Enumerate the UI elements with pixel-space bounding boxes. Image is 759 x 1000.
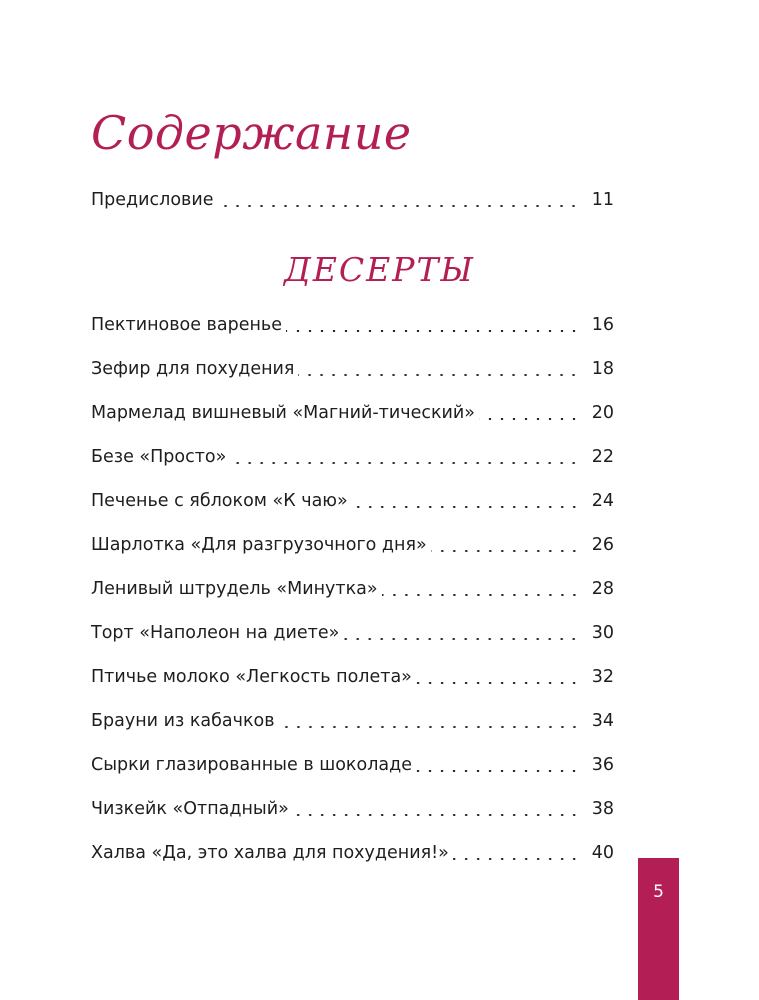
toc-entry-page: 28	[591, 579, 614, 599]
toc-entry[interactable]	[91, 747, 614, 777]
toc-entry-label: Зефир для похудения	[91, 359, 295, 379]
toc-entry[interactable]	[91, 703, 614, 733]
toc-entry[interactable]	[91, 395, 614, 425]
page-number: 5	[653, 882, 664, 902]
toc-dot-leader	[416, 682, 580, 684]
toc-entry-page: 38	[591, 799, 614, 819]
toc-dot-leader	[298, 374, 580, 376]
toc-entry-label: Безе «Просто»	[91, 447, 227, 467]
toc-dot-leader	[479, 418, 580, 420]
toc-entry[interactable]	[91, 351, 614, 381]
toc-entry[interactable]	[91, 835, 614, 865]
toc-dot-leader	[230, 462, 580, 464]
toc-dot-leader	[293, 814, 580, 816]
toc-entry[interactable]	[91, 439, 614, 469]
toc-entry[interactable]	[91, 307, 614, 337]
toc-dot-leader	[343, 638, 580, 640]
toc-entry-label: Печенье с яблоком «К чаю»	[91, 491, 348, 511]
toc-entry-label: Халва «Да, это халва для похудения!»	[91, 843, 449, 863]
toc-entry-label: Сырки глазированные в шоколаде	[91, 755, 412, 775]
toc-entry-page: 34	[591, 711, 614, 731]
page-title: Содержание	[91, 106, 412, 160]
toc-entry-page: 36	[591, 755, 614, 775]
toc-dot-leader	[453, 858, 580, 860]
toc-dot-leader	[217, 205, 580, 207]
toc-dot-leader	[279, 726, 580, 728]
toc-entry-label: Пектиновое варенье	[91, 315, 282, 335]
toc-entry-label: Чизкейк «Отпадный»	[91, 799, 289, 819]
toc-entry-label: Брауни из кабачков	[91, 711, 275, 731]
toc-entry-label: Мармелад вишневый «Магний-тический»	[91, 403, 475, 423]
toc-dot-leader	[286, 330, 580, 332]
toc-entry-page: 40	[591, 843, 614, 863]
toc-entry-page: 30	[591, 623, 614, 643]
toc-entry-label: Птичье молоко «Легкость полета»	[91, 667, 412, 687]
toc-entry-page: 16	[591, 315, 614, 335]
toc-entry-page: 18	[591, 359, 614, 379]
toc-entry-page: 11	[591, 190, 614, 210]
toc-dot-leader	[352, 506, 580, 508]
page-number-tab	[638, 858, 679, 1000]
toc-entry-page: 26	[591, 535, 614, 555]
toc-entry[interactable]	[91, 571, 614, 601]
toc-entry-preface[interactable]	[91, 182, 614, 212]
toc-entry[interactable]	[91, 659, 614, 689]
toc-entry[interactable]	[91, 483, 614, 513]
section-title: ДЕСЕРТЫ	[284, 250, 475, 289]
toc-entry[interactable]	[91, 791, 614, 821]
toc-entry-label: Ленивый штрудель «Минутка»	[91, 579, 378, 599]
toc-entry-page: 20	[591, 403, 614, 423]
toc-dot-leader	[431, 550, 580, 552]
toc-entry-page: 22	[591, 447, 614, 467]
toc-entry-page: 32	[591, 667, 614, 687]
toc-dot-leader	[382, 594, 580, 596]
toc-entry-label: Шарлотка «Для разгрузочного дня»	[91, 535, 427, 555]
toc-dot-leader	[416, 770, 580, 772]
toc-entry-page: 24	[591, 491, 614, 511]
toc-entry[interactable]	[91, 527, 614, 557]
toc-entry-label: Торт «Наполеон на диете»	[91, 623, 340, 643]
toc-entry-label: Предисловие	[91, 190, 214, 210]
toc-entry[interactable]	[91, 615, 614, 645]
